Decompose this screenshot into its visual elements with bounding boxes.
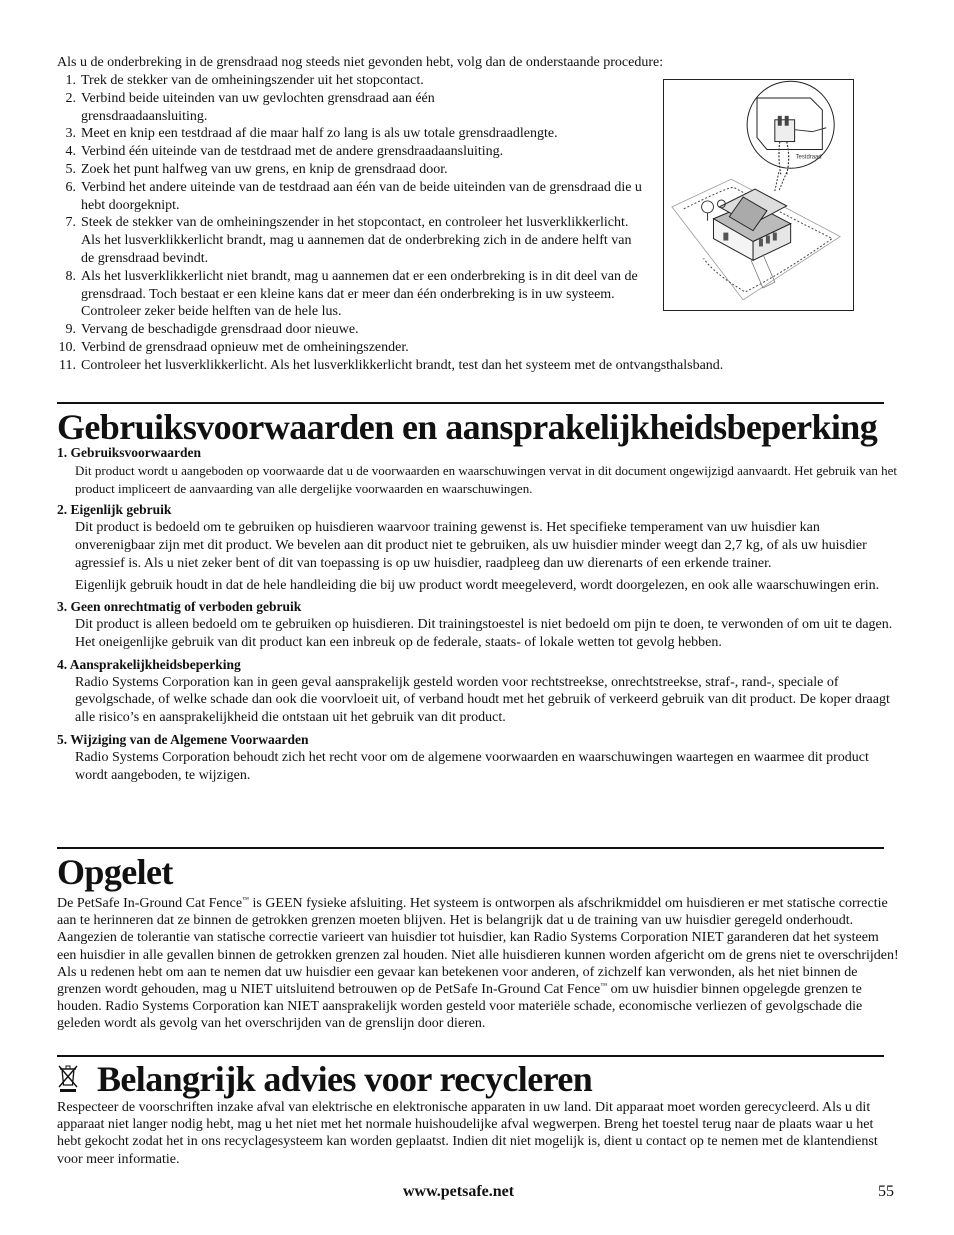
step-6	[57, 179, 656, 215]
step-text: Verbind de grensdraad opnieuw met de omheiningszender.	[81, 339, 409, 355]
term-paragraph: Radio Systems Corporation kan in geen geval aansprakelijk gesteld worden voor rechtstreekse, onrechtstreekse, straf-, rand-, speciale of gevolgschade, of welke schade dan ook die voorvloeit uit, of verband houdt met het gebruik of verkeerd gebruik van dit product. De koper draagt alle risico’s en aansprakelijkheid die ontstaan uit het gebruik van dit product.	[75, 674, 890, 726]
recycle-body: Respecteer de voorschriften inzake afval van elektrische en elektronische apparaten in uw land. Dit apparaat moet worden gerecycleerd. Als u dit apparaat niet langer nodig hebt, mag u het niet met het normale huishoudelijke afval wegwerpen. Breng het toestel terug naar de plaats waar u het hebt gekocht zodat het in ons recyclagesysteem kan worden geplaatst. Indien dit niet mogelijk is, dient u contact op te nemen met de klantendienst voor meer informatie.	[57, 1100, 878, 1167]
step-text: Vervang de beschadigde grensdraad door nieuwe.	[81, 322, 359, 338]
step-text: Controleer het lusverklikkerlicht. Als het lusverklikkerlicht brandt, test dan het systeem met de ontvangsthalsband.	[81, 357, 724, 373]
step-number: 7.	[65, 215, 76, 231]
term-paragraph: Dit product is bedoeld om te gebruiken op huisdieren waarvoor training gewenst is. Het specifieke temperament van uw huisdier kan onverenigbaar zijn met dit product. We bevelen aan dit product niet te gebruiken, als uw huisdier minder weegt dan 2,7 kg, of als uw huisdier agressief is. Als u niet zeker bent of dit van toepassing is op uw huisdier, raadpleeg dan uw dierenarts of een erkende trainer.	[75, 520, 867, 571]
term-title: 2. Eigenlijk gebruik	[57, 502, 172, 518]
terms-heading: Gebruiksvoorwaarden en aansprakelijkheidsbeperking	[57, 407, 878, 447]
step-text: Steek de stekker van de omheiningszender in het stopcontact, en controleer het lusverklikkerlicht. Als het lusverklikkerlicht brandt, mag u aannemen dat de onderbreking zich in de andere helft van de grensdraad bevindt.	[81, 215, 632, 266]
step-9	[57, 321, 857, 339]
step-number: 3.	[65, 126, 76, 142]
step-number: 10.	[58, 339, 76, 355]
step-number: 1.	[65, 73, 76, 88]
footer-website-link[interactable]: www.petsafe.net	[403, 1183, 515, 1200]
procedure-intro: Als u de onderbreking in de grensdraad nog steeds niet gevonden hebt, volg dan de onderstaande procedure:	[57, 55, 664, 70]
trademark-mark: ™	[242, 895, 249, 904]
step-11	[57, 357, 857, 375]
term-paragraph: Dit product is alleen bedoeld om te gebruiken op huisdieren. Dit trainingstoestel is niet bedoeld om pijn te doen, te verwonden of om uit te dagen. Het oneigenlijke gebruik van dit product kan een inbreuk op de federale, staats- of lokale wetten tot gevolg hebben.	[75, 617, 893, 650]
step-text: Zoek het punt halfweg van uw grens, en knip de grensdraad door.	[81, 161, 448, 177]
test-wire-label: Testdraad	[795, 154, 822, 161]
section-divider	[57, 1055, 884, 1057]
step-text: Trek de stekker van de omheiningszender uit het stopcontact.	[81, 73, 424, 88]
step-number: 8.	[65, 268, 76, 284]
term-item	[57, 731, 899, 784]
section-divider	[57, 402, 884, 404]
term-item	[57, 656, 899, 727]
term-paragraph: Eigenlijk gebruik houdt in dat de hele handleiding die bij uw product wordt meegeleverd, wordt doorgelezen, en ook alle waarschuwingen erin.	[75, 577, 880, 593]
step-number: 5.	[65, 161, 76, 177]
step-text: Verbind het andere uiteinde van de testdraad aan één van de beide uiteinden van de grensdraad die u hebt doorgeknipt.	[81, 179, 642, 213]
step-text: Verbind één uiteinde van de testdraad met de andere grensdraadaansluiting.	[81, 144, 504, 160]
term-item	[57, 598, 899, 651]
step-number: 2.	[65, 90, 76, 106]
term-paragraph: Dit product wordt u aangeboden op voorwaarde dat u de voorwaarden en waarschuwingen vervat in dit document ongewijzigd aanvaardt. Het gebruik van het product impliceert de aanvaarding van alle dergelijke voorwaarden en waarschuwingen.	[75, 462, 897, 496]
caution-heading: Opgelet	[57, 852, 173, 892]
step-number: 9.	[65, 322, 76, 338]
terms-list	[57, 444, 899, 788]
caution-text-part: om uw huisdier binnen opgelegde grenzen te houden. Radio Systems Corporation kan NIET aansprakelijk worden gesteld voor materiële schade, economische verliezen of gevolgschade die geleden wordt als gevolg van het overschrijden van de grenslijn door dieren.	[57, 982, 863, 1032]
term-item	[57, 444, 899, 497]
page-number: 55	[878, 1183, 894, 1200]
step-3	[57, 125, 581, 143]
term-body	[57, 749, 899, 785]
trademark-mark: ™	[600, 981, 608, 990]
step-7	[57, 214, 641, 267]
term-body	[57, 616, 899, 652]
caution-text-part: is GEEN fysieke afsluiting. Het systeem is ontworpen als afschrikmiddel om huisdieren er met statische correctie aan te herinneren dat ze binnen de getrokken grenzen moeten blijven. Het is belangrijk dat u de training van uw huisdier geregeld onderhoudt. Aangezien de tolerantie van statische correctie varieert van huisdier tot huisdier, kan Radio Systems Corporation NIET garanderen dat het systeem een huisdier in alle gevallen binnen de getrokken grenzen zal houden. Niet alle huisdieren kunnen worden afgericht om de grens niet te overschrijden! Als u redenen hebt om aan te nemen dat uw huisdier een gevaar kan betekenen voor anderen, of zichzelf kan verwonden, als het niet binnen de grenzen wordt gehouden, mag u NIET uitsluitend betrouwen op de PetSafe In-Ground Cat Fence	[57, 896, 899, 998]
term-body	[57, 519, 899, 594]
term-paragraph: Radio Systems Corporation behoudt zich het recht voor om de algemene voorwaarden en waarschuwingen waartegen en waarmee dit product wordt aangeboden, te wijzigen.	[75, 749, 869, 783]
step-text: Als het lusverklikkerlicht niet brandt, mag u aannemen dat er een onderbreking is in dit deel van de grensdraad. Toch bestaat er een kleine kans dat er meer dan één onderbreking is in uw systeem. Controleer zeker beide helften van de hele lus.	[81, 268, 638, 320]
step-number: 4.	[65, 144, 76, 160]
term-title: 4. Aansprakelijkheidsbeperking	[57, 656, 241, 672]
step-number: 6.	[65, 179, 76, 195]
step-8	[57, 268, 666, 321]
step-number: 11.	[59, 357, 76, 373]
term-body	[57, 674, 899, 727]
step-text: Meet en knip een testdraad af die maar half zo lang is als uw totale grensdraadlengte.	[81, 126, 558, 142]
term-body	[57, 462, 899, 498]
test-wire-illustration	[663, 79, 854, 311]
caution-body	[57, 895, 899, 1033]
step-text: Verbind beide uiteinden van uw gevlochten grensdraad aan één grensdraadaansluiting.	[81, 90, 435, 124]
section-divider	[57, 847, 884, 849]
weee-crossed-bin-icon	[57, 1063, 79, 1093]
recycle-heading: Belangrijk advies voor recycleren	[97, 1059, 593, 1099]
term-item	[57, 501, 899, 594]
step-2	[57, 90, 551, 126]
term-title: 1. Gebruiksvoorwaarden	[57, 445, 202, 460]
term-title: 3. Geen onrechtmatig of verboden gebruik	[57, 599, 302, 615]
term-title: 5. Wijziging van de Algemene Voorwaarden	[57, 731, 309, 747]
step-10	[57, 339, 857, 357]
caution-text-part: De PetSafe In-Ground Cat Fence	[57, 896, 243, 911]
